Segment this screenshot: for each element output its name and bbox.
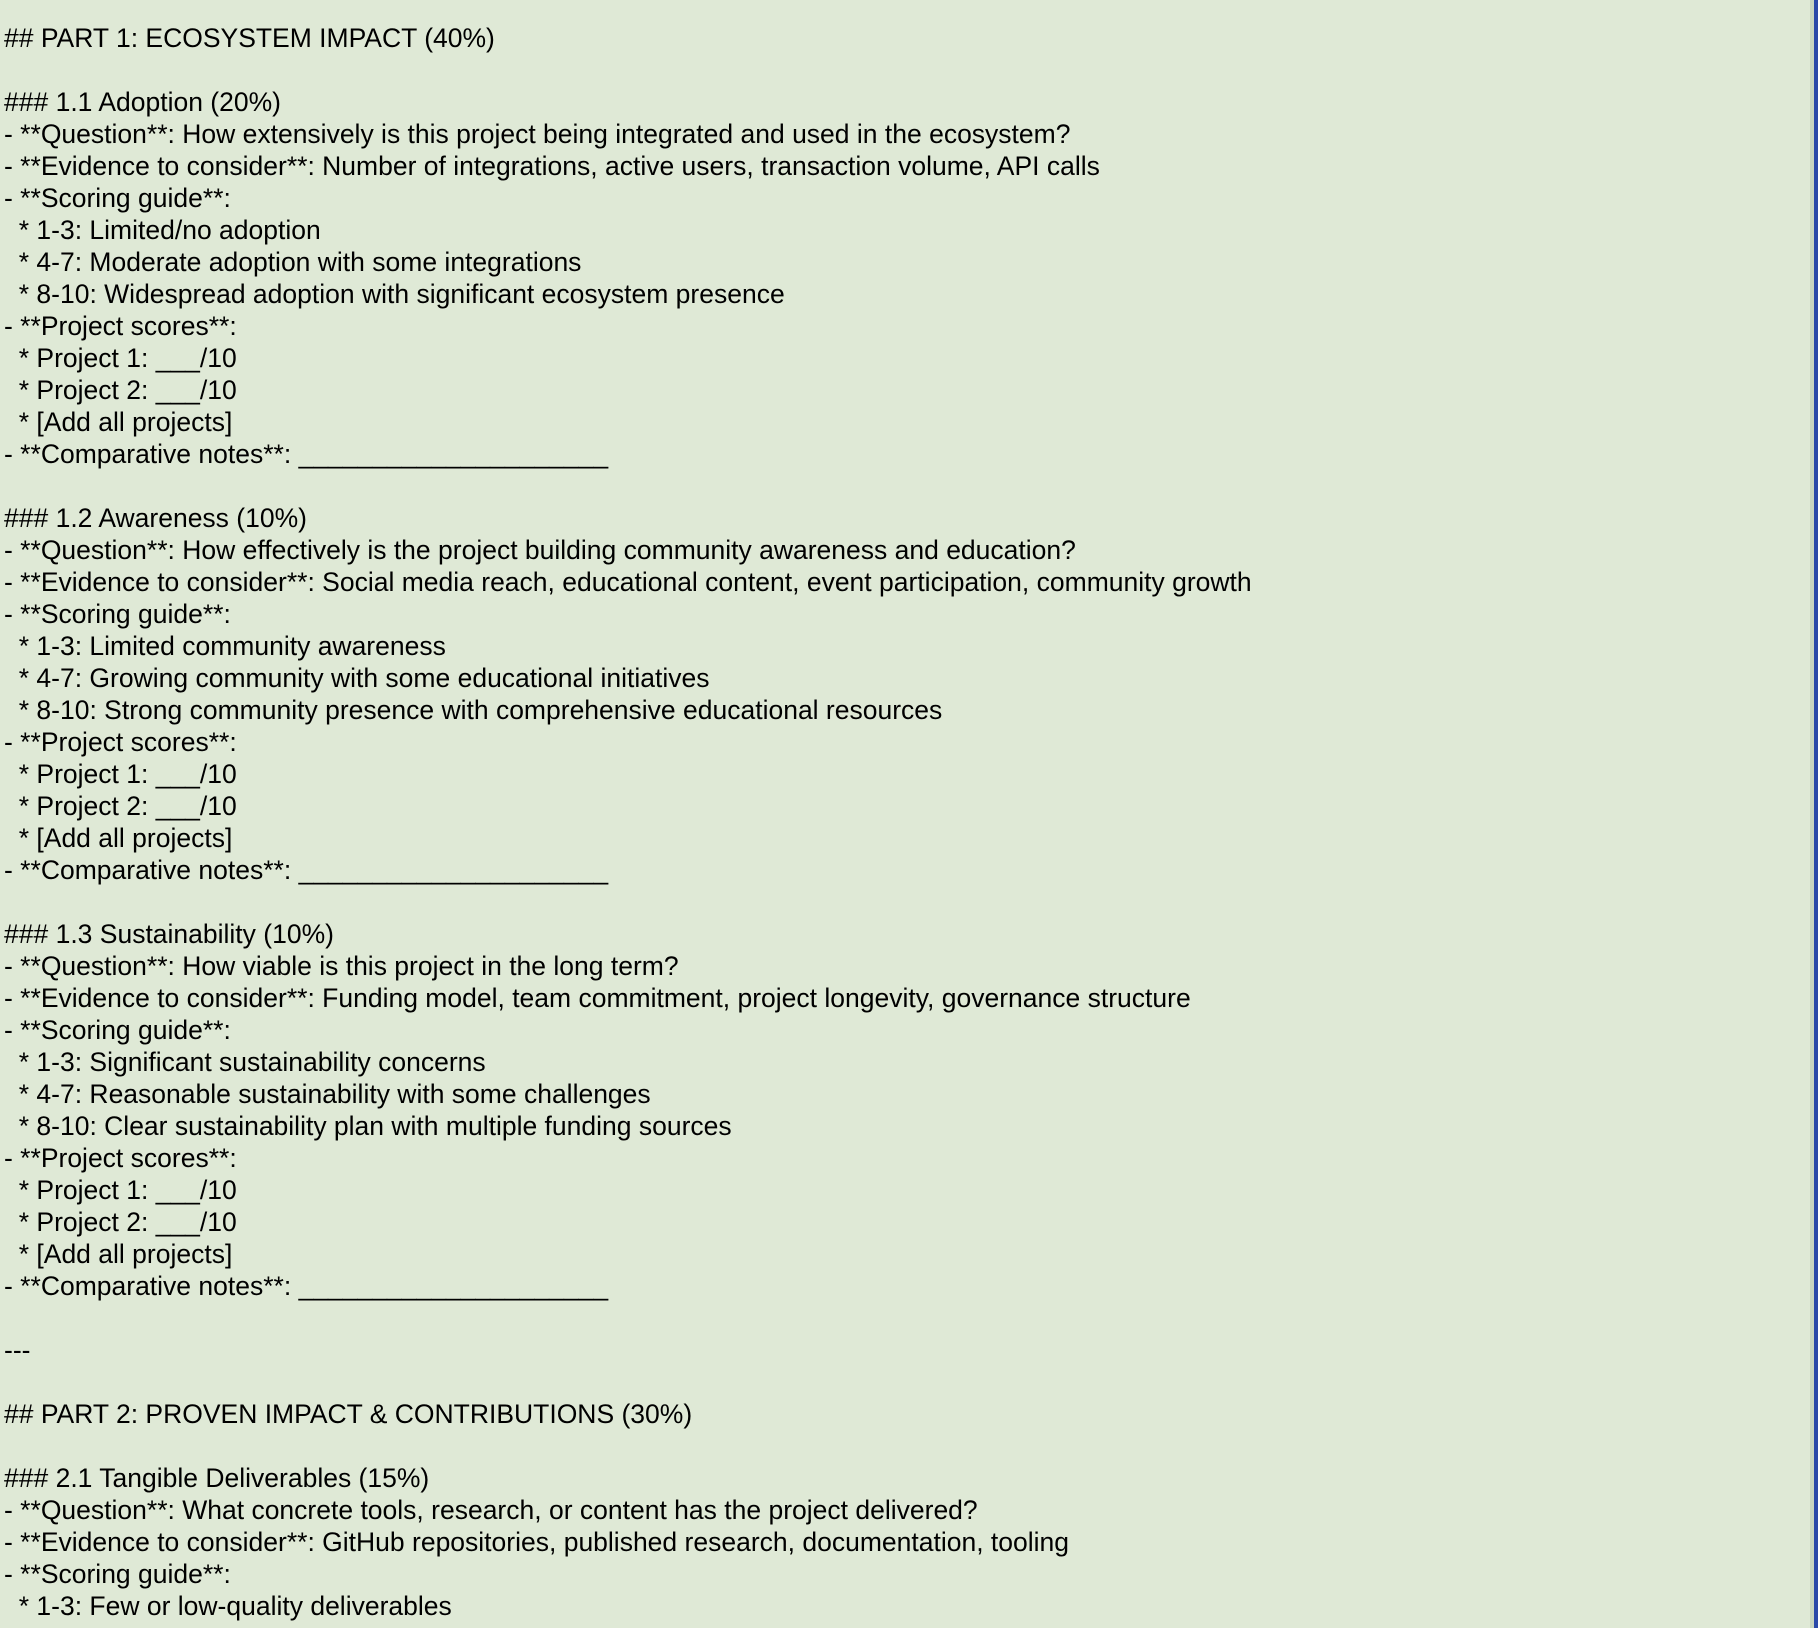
text-line: --- (4, 1335, 31, 1365)
text-line: - **Project scores**: (4, 727, 237, 757)
text-line: - **Scoring guide**: (4, 1015, 231, 1045)
document-text[interactable] (4, 22, 1810, 1622)
text-line: * 1-3: Significant sustainability concerns (4, 1047, 486, 1077)
text-line: - **Question**: How viable is this project in the long term? (4, 951, 679, 981)
text-line: * Project 1: ___/10 (4, 1175, 237, 1205)
text-line: - **Question**: What concrete tools, research, or content has the project delivered? (4, 1495, 978, 1525)
text-line: - **Evidence to consider**: GitHub repositories, published research, documentation, tooling (4, 1527, 1070, 1557)
text-line: ### 2.1 Tangible Deliverables (15%) (4, 1463, 430, 1493)
text-line: - **Evidence to consider**: Number of integrations, active users, transaction volume, API calls (4, 151, 1100, 181)
text-line: - **Question**: How effectively is the project building community awareness and education? (4, 535, 1076, 565)
text-line: ### 1.3 Sustainability (10%) (4, 919, 334, 949)
text-line: * 1-3: Limited community awareness (4, 631, 446, 661)
text-line: ## PART 2: PROVEN IMPACT & CONTRIBUTIONS (30%) (4, 1399, 693, 1429)
text-line: - **Project scores**: (4, 311, 237, 341)
text-line: * Project 2: ___/10 (4, 375, 237, 405)
window-right-border (1814, 0, 1818, 1628)
text-line: * 4-7: Growing community with some educational initiatives (4, 663, 710, 693)
text-line: * Project 1: ___/10 (4, 343, 237, 373)
text-line: ## PART 1: ECOSYSTEM IMPACT (40%) (4, 23, 495, 53)
text-line: * Project 2: ___/10 (4, 1207, 237, 1237)
text-line: * [Add all projects] (4, 407, 233, 437)
text-line: - **Comparative notes**: _____________________ (4, 439, 609, 469)
text-line: * Project 1: ___/10 (4, 759, 237, 789)
text-line: - **Comparative notes**: _____________________ (4, 855, 609, 885)
text-line: * [Add all projects] (4, 823, 233, 853)
text-line: - **Scoring guide**: (4, 183, 231, 213)
text-line: * Project 2: ___/10 (4, 791, 237, 821)
text-line: ### 1.1 Adoption (20%) (4, 87, 281, 117)
text-line: - **Evidence to consider**: Social media reach, educational content, event participation, community growth (4, 567, 1252, 597)
text-line: * 1-3: Limited/no adoption (4, 215, 321, 245)
text-line: * 4-7: Reasonable sustainability with some challenges (4, 1079, 651, 1109)
text-line: ### 1.2 Awareness (10%) (4, 503, 307, 533)
text-line: * 8-10: Widespread adoption with significant ecosystem presence (4, 279, 785, 309)
text-line: - **Comparative notes**: _____________________ (4, 1271, 609, 1301)
text-line: * 1-3: Few or low-quality deliverables (4, 1591, 452, 1621)
text-line: * [Add all projects] (4, 1239, 233, 1269)
text-line: * 8-10: Clear sustainability plan with multiple funding sources (4, 1111, 732, 1141)
text-line: - **Project scores**: (4, 1143, 237, 1173)
text-line: - **Scoring guide**: (4, 1559, 231, 1589)
text-line: - **Scoring guide**: (4, 599, 231, 629)
text-line: * 4-7: Moderate adoption with some integrations (4, 247, 582, 277)
text-line: - **Evidence to consider**: Funding model, team commitment, project longevity, governance structure (4, 983, 1191, 1013)
text-line: - **Question**: How extensively is this project being integrated and used in the ecosystem? (4, 119, 1071, 149)
text-line: * 8-10: Strong community presence with comprehensive educational resources (4, 695, 943, 725)
